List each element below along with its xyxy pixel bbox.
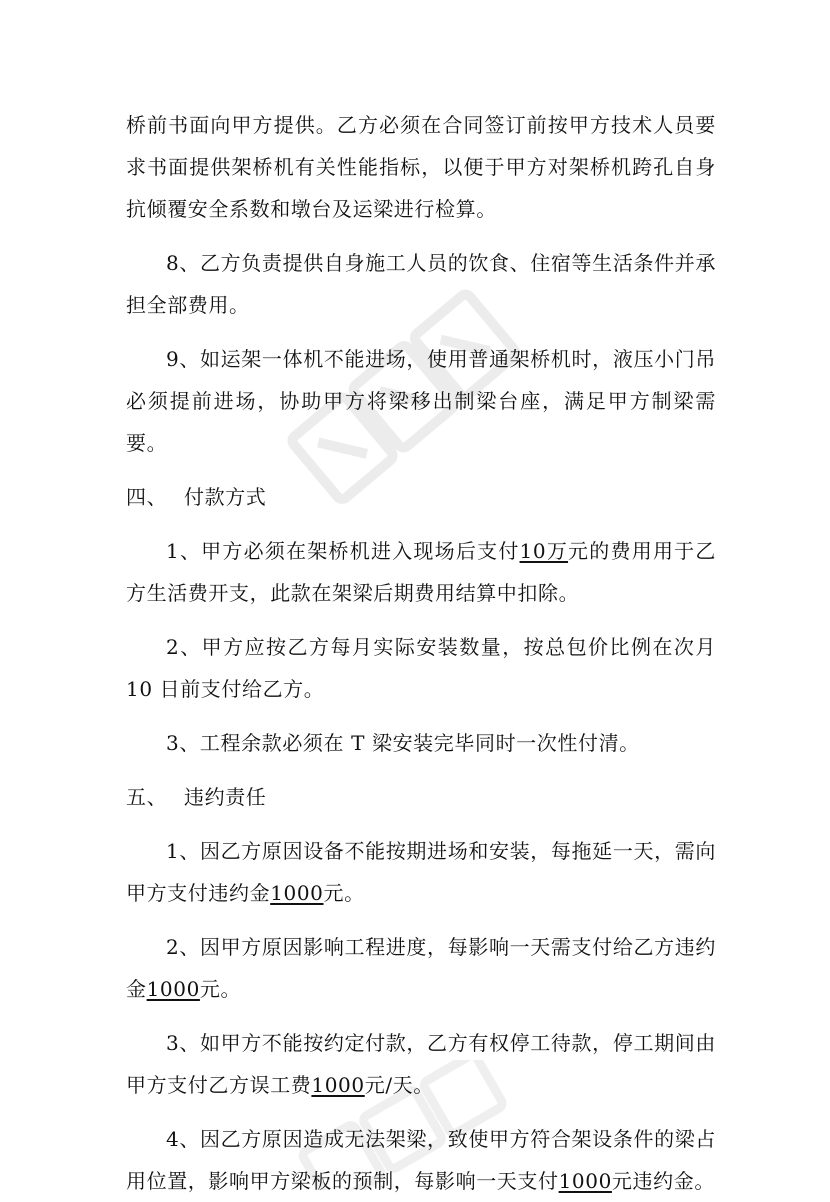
- document-page: [126, 104, 716, 1202]
- clause-text: 2、因甲方原因影响工程进度，每影响一天需支付给乙方违约金: [126, 935, 716, 1001]
- section-title: 付款方式: [184, 485, 267, 509]
- paragraph-continuation: 桥前书面向甲方提供。乙方必须在合同签订前按甲方技术人员要求书面提供架桥机有关性能指标，以便于甲方对架桥机跨孔自身抗倾覆安全系数和墩台及运梁进行检算。: [126, 113, 716, 221]
- underlined-amount: 1000: [146, 977, 200, 1001]
- underlined-amount: 1000: [311, 1073, 365, 1097]
- underlined-amount: 1000: [270, 881, 324, 905]
- clause-text: 元。: [199, 977, 242, 1001]
- payment-clause-1: [126, 530, 716, 614]
- clause-text: 1、甲方必须在架桥机进入现场后支付: [166, 539, 520, 563]
- underlined-amount: 10万: [519, 539, 569, 563]
- clause-text: 元。: [323, 881, 365, 905]
- clause-9: 9、如运架一体机不能进场，使用普通架桥机时，液压小门吊必须提前进场，协助甲方将梁移出制梁台座，满足甲方制梁需要。: [126, 347, 716, 455]
- clause-text: 元违约金。: [611, 1169, 715, 1193]
- section-number: 四、: [126, 485, 168, 509]
- section-number: 五、: [126, 785, 168, 809]
- payment-clause-2: 2、甲方应按乙方每月实际安装数量，按总包价比例在次月 10 日前支付给乙方。: [126, 635, 716, 701]
- payment-clause-3: 3、工程余款必须在 T 梁安装完毕同时一次性付清。: [166, 731, 640, 755]
- section-title: 违约责任: [184, 785, 267, 809]
- clause-text: 元的费用用于乙方生活费开支，此款在架梁后期费用结算中扣除。: [126, 539, 716, 605]
- clause-text: 4、因乙方原因造成无法架梁，致使甲方符合架设条件的梁占用位置，影响甲方梁板的预制，每影响一天支付: [126, 1127, 716, 1193]
- underlined-amount: 1000: [558, 1169, 612, 1193]
- section-heading-liability: [126, 776, 716, 818]
- clause-text: 元/天。: [364, 1073, 434, 1097]
- liability-clause-3: [126, 1022, 716, 1106]
- section-heading-payment: [126, 476, 716, 518]
- clause-text: 3、如甲方不能按约定付款，乙方有权停工待款，停工期间由甲方支付乙方误工费: [126, 1031, 716, 1097]
- clause-text: 1、因乙方原因设备不能按期进场和安装，每拖延一天，需向甲方支付违约金: [126, 839, 716, 905]
- clause-8: 8、乙方负责提供自身施工人员的饮食、住宿等生活条件并承担全部费用。: [126, 251, 716, 317]
- liability-clause-4: [126, 1118, 716, 1202]
- liability-clause-2: [126, 926, 716, 1010]
- liability-clause-1: [126, 830, 716, 914]
